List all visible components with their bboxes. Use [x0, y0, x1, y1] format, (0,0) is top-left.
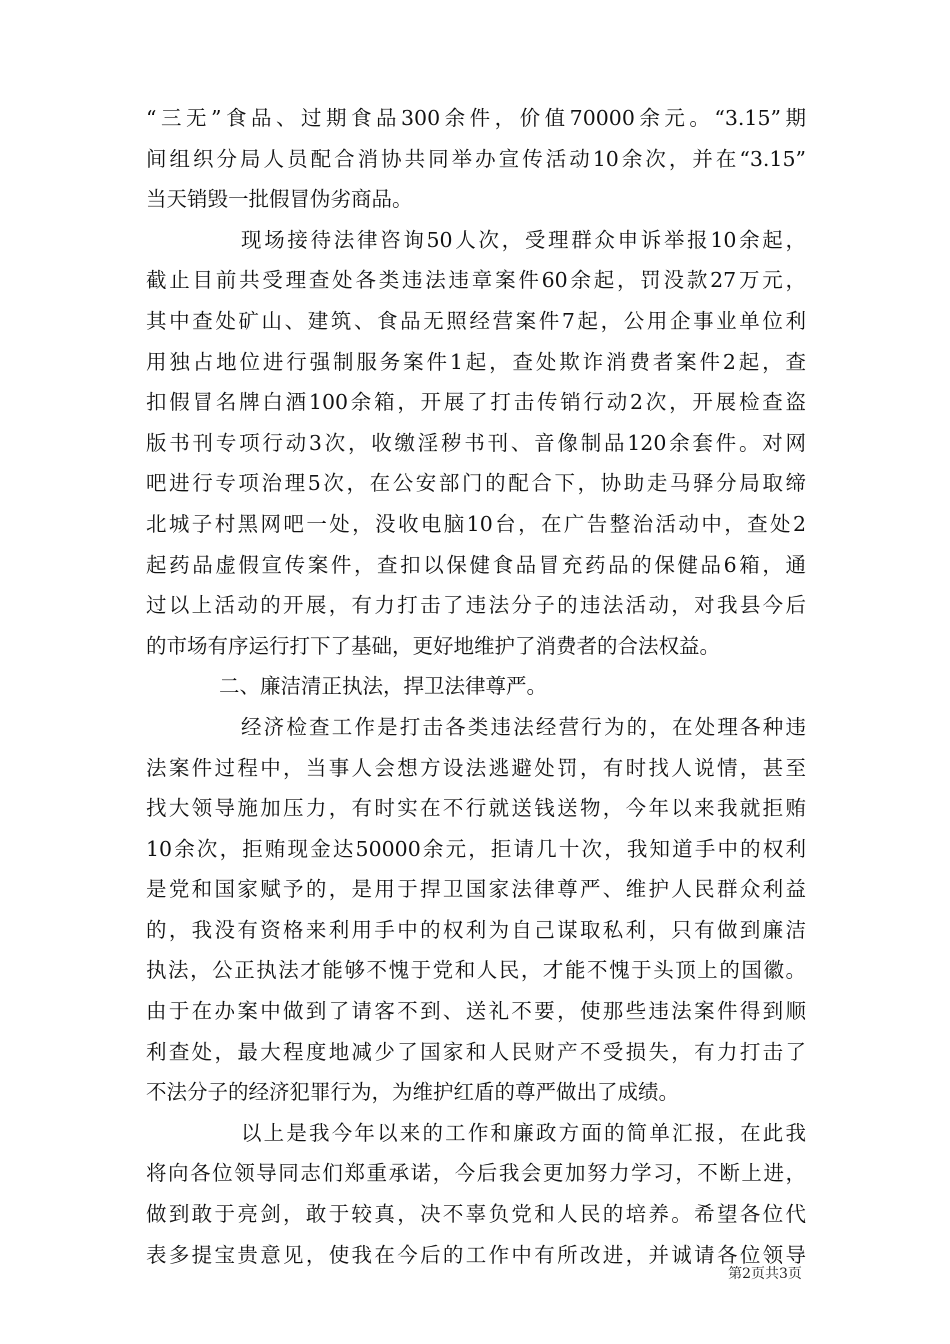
text-line: 吧进行专项治理5次，在公安部门的配合下，协助走马驿分局取缔 [146, 471, 806, 496]
text-line: 当天销毁一批假冒伪劣商品。 [146, 187, 413, 212]
text-line: “三无”食品、过期食品300余件，价值70000余元。“3.15”期 [146, 106, 806, 130]
text-line: 以上是我今年以来的工作和廉政方面的简单汇报，在此我 [241, 1120, 806, 1145]
text-line: 现场接待法律咨询50人次，受理群众申诉举报10余起， [241, 227, 806, 252]
text-line: 版书刊专项行动3次，收缴淫秽书刊、音像制品120余套件。对网 [146, 430, 806, 455]
text-line: 间组织分局人员配合消协共同举办宣传活动10余次，并在“3.15” [146, 146, 806, 171]
section-heading: 二、廉洁清正执法，捍卫法律尊严。 [219, 674, 547, 699]
text-line: 执法，公正执法才能够不愧于党和人民，才能不愧于头顶上的国徽。 [146, 958, 806, 983]
text-line: 表多提宝贵意见，使我在今后的工作中有所改进，并诚请各位领导 [146, 1242, 806, 1267]
text-line: 利查处，最大程度地减少了国家和人民财产不受损失，有力打击了 [146, 1039, 806, 1064]
text-line: 是党和国家赋予的，是用于捍卫国家法律尊严、维护人民群众利益 [146, 877, 806, 902]
text-line: 起药品虚假宣传案件，查扣以保健食品冒充药品的保健品6箱，通 [146, 552, 806, 577]
text-line: 过以上活动的开展，有力打击了违法分子的违法活动，对我县今后 [146, 593, 806, 618]
text-line: 由于在办案中做到了请客不到、送礼不要，使那些违法案件得到顺 [146, 999, 806, 1024]
text-line: 10余次，拒贿现金达50000余元，拒请几十次，我知道手中的权利 [146, 836, 806, 861]
text-line: 不法分子的经济犯罪行为，为维护红盾的尊严做出了成绩。 [146, 1080, 679, 1105]
text-line: 将向各位领导同志们郑重承诺，今后我会更加努力学习，不断上进， [146, 1161, 806, 1186]
text-line: 截止目前共受理查处各类违法违章案件60余起，罚没款27万元， [146, 268, 806, 293]
text-line: 其中查处矿山、建筑、食品无照经营案件7起，公用企事业单位利 [146, 308, 806, 333]
text-line: 法案件过程中，当事人会想方设法逃避处罚，有时找人说情，甚至 [146, 755, 806, 780]
document-body [146, 98, 806, 1275]
text-line: 找大领导施加压力，有时实在不行就送钱送物，今年以来我就拒贿 [146, 796, 806, 821]
text-line: 的市场有序运行打下了基础，更好地维护了消费者的合法权益。 [146, 633, 720, 658]
text-line: 的，我没有资格来利用手中的权利为自己谋取私利，只有做到廉洁 [146, 917, 806, 942]
text-line: 北城子村黑网吧一处，没收电脑10台，在广告整治活动中，查处2 [146, 511, 806, 536]
page-footer [0, 1264, 950, 1284]
text-line: 做到敢于亮剑，敢于较真，决不辜负党和人民的培养。希望各位代 [146, 1202, 806, 1227]
text-line: 扣假冒名牌白酒100余箱，开展了打击传销行动2次，开展检查盗 [146, 390, 806, 415]
text-line: 经济检查工作是打击各类违法经营行为的，在处理各种违 [241, 714, 806, 739]
page-number: 第2页共3页 [728, 1266, 802, 1282]
text-line: 用独占地位进行强制服务案件1起，查处欺诈消费者案件2起，查 [146, 349, 806, 374]
